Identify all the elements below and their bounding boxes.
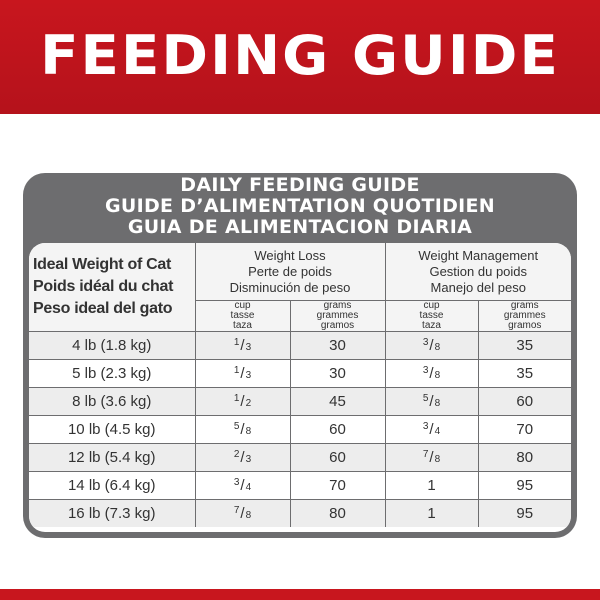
- unit-grams-es: gramos: [320, 320, 355, 331]
- weight-management-cup-cell: [385, 500, 478, 528]
- weight-management-grams-cell: 95: [478, 472, 571, 500]
- fraction-numerator: 1: [233, 337, 240, 348]
- cup-whole: 1: [427, 477, 436, 494]
- fraction-numerator: 1: [233, 365, 240, 376]
- weight-management-cup-cell: [385, 472, 478, 500]
- fraction-slash: /: [240, 393, 245, 410]
- fraction-slash: /: [429, 449, 434, 466]
- unit-cup-en: cup: [423, 300, 440, 311]
- weight-loss-cup-cell: [195, 444, 290, 472]
- cup-fraction: [423, 337, 440, 354]
- table-row: [29, 388, 571, 416]
- fraction-numerator: 2: [233, 449, 240, 460]
- weight-loss-cup-header: [195, 301, 290, 332]
- weight-management-grams-cell: 35: [478, 360, 571, 388]
- fraction-numerator: 3: [422, 421, 429, 432]
- unit-cup-es: taza: [233, 320, 252, 331]
- weight-management-label-es: Manejo del peso: [430, 279, 526, 295]
- weight-loss-cup-cell: [195, 360, 290, 388]
- table-row: [29, 332, 571, 360]
- card-heading: [23, 175, 577, 238]
- weight-management-grams-cell: 60: [478, 388, 571, 416]
- unit-cup-fr: tasse: [230, 310, 255, 321]
- weight-loss-cup-cell: [195, 472, 290, 500]
- header-banner: [0, 0, 600, 114]
- cup-fraction: [234, 365, 251, 382]
- table-row: [29, 416, 571, 444]
- fraction-numerator: 5: [422, 393, 429, 404]
- weight-management-cup-cell: [385, 332, 478, 360]
- weight-management-cup-cell: [385, 360, 478, 388]
- weight-management-cup-header: [385, 301, 478, 332]
- fraction-numerator: 7: [422, 449, 429, 460]
- fraction-slash: /: [240, 477, 245, 494]
- fraction-slash: /: [240, 365, 245, 382]
- feeding-table: [29, 243, 571, 527]
- weight-management-cup-cell: [385, 416, 478, 444]
- fraction-denominator: 4: [245, 482, 252, 493]
- unit-cup-es: taza: [422, 320, 441, 331]
- fraction-numerator: 5: [233, 421, 240, 432]
- fraction-slash: /: [240, 449, 245, 466]
- weight-loss-grams-header: [290, 301, 385, 332]
- weight-management-grams-cell: 80: [478, 444, 571, 472]
- fraction-denominator: 8: [245, 426, 252, 437]
- weight-management-grams-cell: 70: [478, 416, 571, 444]
- weight-loss-grams-cell: 60: [290, 444, 385, 472]
- fraction-denominator: 8: [434, 454, 441, 465]
- cup-fraction: [234, 449, 251, 466]
- feeding-guide-card: [23, 173, 577, 538]
- weight-loss-cup-cell: [195, 388, 290, 416]
- weight-loss-label-fr: Perte de poids: [248, 263, 332, 279]
- feeding-table-body: [29, 332, 571, 528]
- weight-loss-cup-cell: [195, 332, 290, 360]
- fraction-numerator: 3: [233, 477, 240, 488]
- feeding-table-panel: [29, 243, 571, 532]
- cup-whole: 1: [427, 505, 436, 522]
- card-heading-fr: GUIDE D’ALIMENTATION QUOTIDIEN: [104, 195, 495, 217]
- fraction-denominator: 8: [245, 510, 252, 521]
- fraction-slash: /: [429, 421, 434, 438]
- cup-fraction: [234, 337, 251, 354]
- table-row: [29, 444, 571, 472]
- fraction-slash: /: [429, 337, 434, 354]
- cup-fraction: [423, 365, 440, 382]
- footer-stripe: [0, 589, 600, 600]
- unit-grams-fr: grammes: [503, 310, 546, 321]
- cat-weight-cell: 4 lb (1.8 kg): [29, 332, 195, 360]
- weight-loss-cup-cell: [195, 416, 290, 444]
- cup-fraction: [234, 505, 251, 522]
- cup-fraction: [423, 421, 440, 438]
- cup-fraction: [234, 421, 251, 438]
- fraction-slash: /: [240, 505, 245, 522]
- cup-fraction: [423, 393, 440, 410]
- fraction-numerator: 3: [422, 365, 429, 376]
- fraction-denominator: 8: [434, 398, 441, 409]
- cup-fraction: [234, 477, 251, 494]
- unit-grams-en: grams: [510, 300, 539, 311]
- weight-header-en: Ideal Weight of Cat: [33, 256, 172, 273]
- weight-loss-grams-cell: 80: [290, 500, 385, 528]
- cat-weight-cell: 12 lb (5.4 kg): [29, 444, 195, 472]
- unit-cup-fr: tasse: [419, 310, 444, 321]
- cat-weight-cell: 5 lb (2.3 kg): [29, 360, 195, 388]
- weight-management-header: [385, 243, 571, 301]
- fraction-denominator: 3: [245, 454, 252, 465]
- card-heading-en: DAILY FEEDING GUIDE: [180, 174, 420, 196]
- weight-management-grams-cell: 95: [478, 500, 571, 528]
- weight-loss-label-en: Weight Loss: [254, 247, 326, 263]
- fraction-denominator: 8: [434, 370, 441, 381]
- cat-weight-cell: 8 lb (3.6 kg): [29, 388, 195, 416]
- cat-weight-cell: 16 lb (7.3 kg): [29, 500, 195, 528]
- weight-loss-grams-cell: 45: [290, 388, 385, 416]
- weight-header-fr: Poids idéal du chat: [33, 278, 174, 295]
- cup-fraction: [234, 393, 251, 410]
- fraction-numerator: 3: [422, 337, 429, 348]
- fraction-denominator: 3: [245, 370, 252, 381]
- weight-loss-grams-cell: 30: [290, 332, 385, 360]
- weight-management-cup-cell: [385, 388, 478, 416]
- fraction-denominator: 4: [434, 426, 441, 437]
- page-title: FEEDING GUIDE: [40, 24, 560, 87]
- weight-loss-grams-cell: 70: [290, 472, 385, 500]
- weight-management-grams-header: [478, 301, 571, 332]
- cat-weight-cell: 10 lb (4.5 kg): [29, 416, 195, 444]
- unit-grams-en: grams: [323, 300, 352, 311]
- fraction-denominator: 3: [245, 342, 252, 353]
- weight-loss-grams-cell: 30: [290, 360, 385, 388]
- weight-loss-cup-cell: [195, 500, 290, 528]
- weight-management-label-fr: Gestion du poids: [429, 263, 528, 279]
- weight-header-es: Peso ideal del gato: [33, 300, 173, 317]
- unit-grams-es: gramos: [508, 320, 542, 331]
- weight-management-grams-cell: 35: [478, 332, 571, 360]
- weight-loss-header: [195, 243, 385, 301]
- weight-management-cup-cell: [385, 444, 478, 472]
- weight-loss-label-es: Disminución de peso: [229, 279, 351, 295]
- fraction-slash: /: [429, 393, 434, 410]
- cat-weight-cell: 14 lb (6.4 kg): [29, 472, 195, 500]
- card-heading-es: GUIA DE ALIMENTACION DIARIA: [127, 216, 473, 238]
- fraction-slash: /: [240, 337, 245, 354]
- table-row: [29, 500, 571, 528]
- unit-cup-en: cup: [234, 300, 251, 311]
- fraction-numerator: 7: [233, 505, 240, 516]
- fraction-denominator: 2: [245, 398, 252, 409]
- fraction-slash: /: [240, 421, 245, 438]
- fraction-denominator: 8: [434, 342, 441, 353]
- weight-loss-grams-cell: 60: [290, 416, 385, 444]
- fraction-numerator: 1: [233, 393, 240, 404]
- table-row: [29, 472, 571, 500]
- weight-column-header: [29, 243, 195, 332]
- unit-grams-fr: grammes: [316, 310, 359, 321]
- table-row: [29, 360, 571, 388]
- weight-management-label-en: Weight Management: [418, 247, 539, 263]
- cup-fraction: [423, 449, 440, 466]
- fraction-slash: /: [429, 365, 434, 382]
